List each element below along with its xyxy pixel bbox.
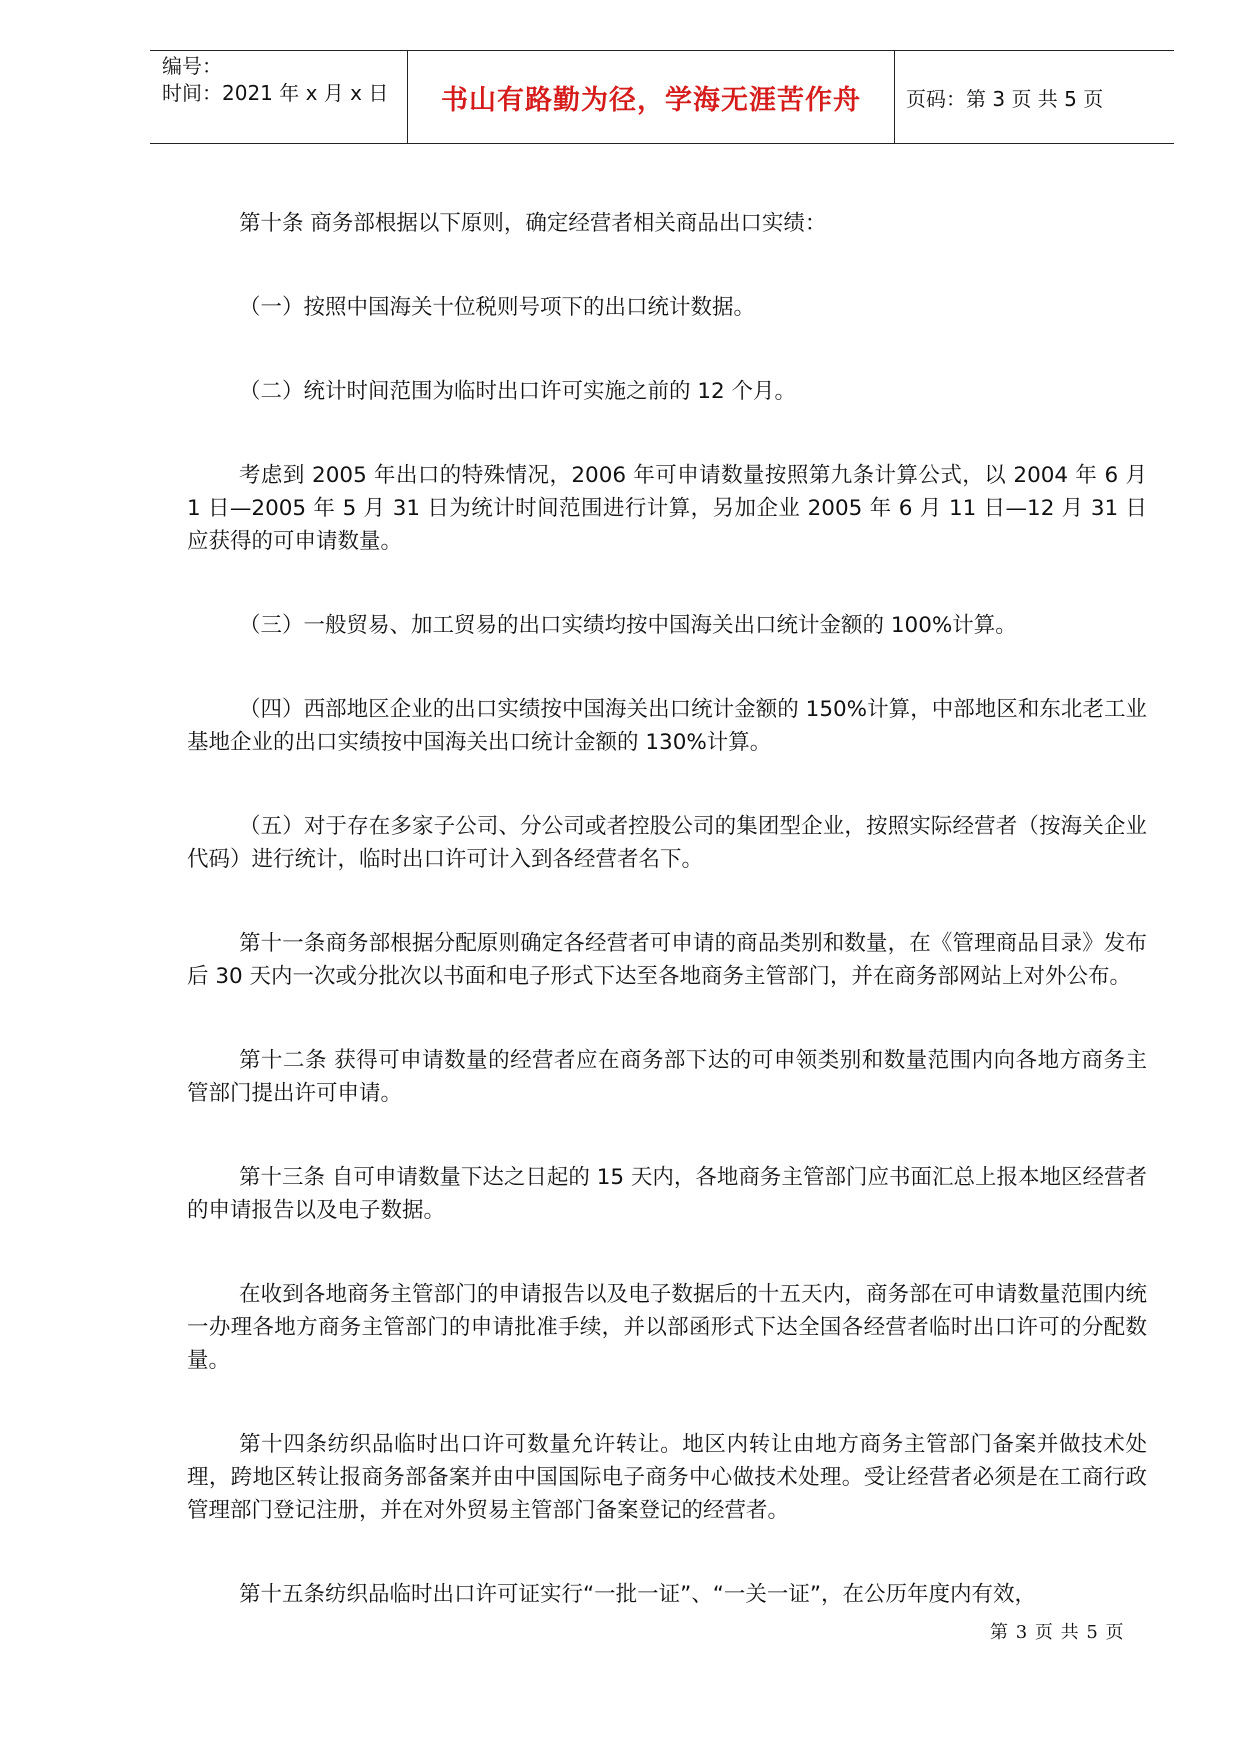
header-page-code: 页码：第 3 页 共 5 页	[906, 86, 1104, 111]
paragraph: 第十五条纺织品临时出口许可证实行“一批一证”、“一关一证”，在公历年度内有效，	[239, 1582, 1037, 1607]
header-meta	[162, 53, 407, 107]
number-label: 编号：	[162, 54, 222, 78]
paragraph: 第十一条商务部根据分配原则确定各经营者可申请的商品类别和数量，在《管理商品目录》发布后 30 天内一次或分批次以书面和电子形式下达至各地商务主管部门，并在商务部网站上对外公布。	[187, 931, 1147, 989]
time-label: 时间：2021 年 x 月 x 日	[162, 81, 389, 105]
paragraph: 第十条 商务部根据以下原则，确定经营者相关商品出口实绩：	[239, 211, 827, 236]
paragraph: （一）按照中国海关十位税则号项下的出口统计数据。	[239, 295, 756, 320]
paragraph: 在收到各地商务主管部门的申请报告以及电子数据后的十五天内，商务部在可申请数量范围内统一办理各地方商务主管部门的申请批准手续，并以部函形式下达全国各经营者临时出口许可的分配数量。	[187, 1282, 1147, 1373]
document-body	[187, 207, 1147, 1662]
paragraph: 考虑到 2005 年出口的特殊情况，2006 年可申请数量按照第九条计算公式，以 2004 年 6 月 1 日—2005 年 5 月 31 日为统计时间范围进行计算，另加企业 2005 年 6 月 11 日—12 月 31 日应获得的可申请数量。	[187, 463, 1147, 554]
paragraph: （三）一般贸易、加工贸易的出口实绩均按中国海关出口统计金额的 100%计算。	[239, 613, 1017, 638]
page-header	[150, 50, 1174, 144]
page-footer: 第 3 页 共 5 页	[990, 1622, 1125, 1643]
paragraph: （四）西部地区企业的出口实绩按中国海关出口统计金额的 150%计算，中部地区和东北老工业基地企业的出口实绩按中国海关出口统计金额的 130%计算。	[187, 697, 1147, 755]
header-divider-right	[894, 51, 895, 143]
paragraph: 第十三条 自可申请数量下达之日起的 15 天内，各地商务主管部门应书面汇总上报本地区经营者的申请报告以及电子数据。	[187, 1165, 1147, 1223]
header-motto: 书山有路勤为径，学海无涯苦作舟	[441, 84, 861, 116]
paragraph: 第十二条 获得可申请数量的经营者应在商务部下达的可申领类别和数量范围内向各地方商务主管部门提出许可申请。	[187, 1048, 1147, 1106]
paragraph: （五）对于存在多家子公司、分公司或者控股公司的集团型企业，按照实际经营者（按海关企业代码）进行统计，临时出口许可计入到各经营者名下。	[187, 814, 1147, 872]
paragraph: 第十四条纺织品临时出口许可数量允许转让。地区内转让由地方商务主管部门备案并做技术处理，跨地区转让报商务部备案并由中国国际电子商务中心做技术处理。受让经营者必须是在工商行政管理部门登记注册，并在对外贸易主管部门备案登记的经营者。	[187, 1432, 1147, 1523]
paragraph: （二）统计时间范围为临时出口许可实施之前的 12 个月。	[239, 379, 797, 404]
